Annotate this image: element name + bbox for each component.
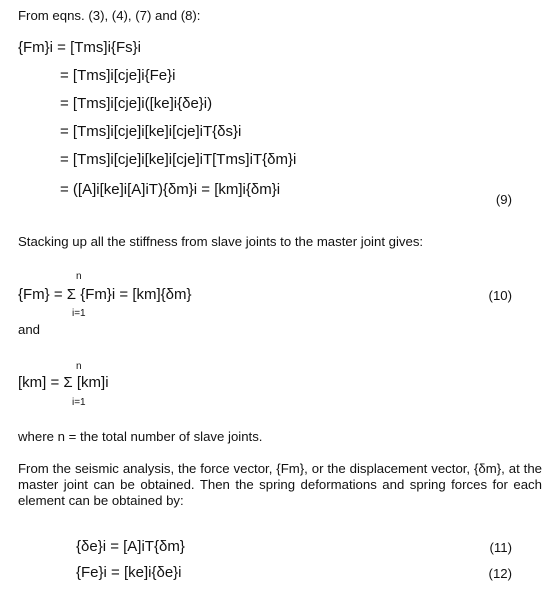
and-text: and (18, 322, 41, 337)
eq10-number: (10) (488, 288, 512, 303)
eq11-line: {δe}i = [A]iT{δm} (76, 538, 185, 555)
eq11-number: (11) (489, 540, 512, 555)
km-sum-bottom: i=1 (72, 397, 86, 408)
eq12-line: {Fe}i = [ke]i{δe}i (76, 564, 182, 581)
eq9-line6: = ([A]i[ke]i[A]iT){δm}i = [km]i{δm}i (60, 181, 281, 198)
eq9-number: (9) (495, 192, 512, 207)
intro-text: From eqns. (3), (4), (7) and (8): (18, 8, 201, 23)
eq10-sum-bottom: i=1 (72, 308, 86, 319)
km-equation: [km] = Σ [km]i (18, 374, 109, 391)
seismic-paragraph: From the seismic analysis, the force vector, {Fm}, or the displacement vector, {δm}, at the master joint can be obtained. Then the spring deformations and spring forces for each element can be obtained by: (18, 461, 542, 508)
eq9-line4: = [Tms]i[cje]i[ke]i[cje]iT{δs}i (60, 123, 242, 140)
stacking-text: Stacking up all the stiffness from slave joints to the master joint gives: (18, 234, 424, 249)
km-sum-top: n (76, 361, 82, 372)
where-text: where n = the total number of slave joints. (18, 429, 263, 444)
eq9-line2: = [Tms]i[cje]i{Fe}i (60, 67, 176, 84)
eq10-line: {Fm} = Σ {Fm}i = [km]{δm} (18, 286, 192, 303)
eq12-number: (12) (488, 566, 512, 581)
eq9-line3: = [Tms]i[cje]i([ke]i{δe}i) (60, 95, 213, 112)
eq9-line5: = [Tms]i[cje]i[ke]i[cje]iT[Tms]iT{δm}i (60, 151, 297, 168)
eq9-line1: {Fm}i = [Tms]i{Fs}i (18, 39, 141, 56)
eq10-sum-top: n (76, 271, 82, 282)
